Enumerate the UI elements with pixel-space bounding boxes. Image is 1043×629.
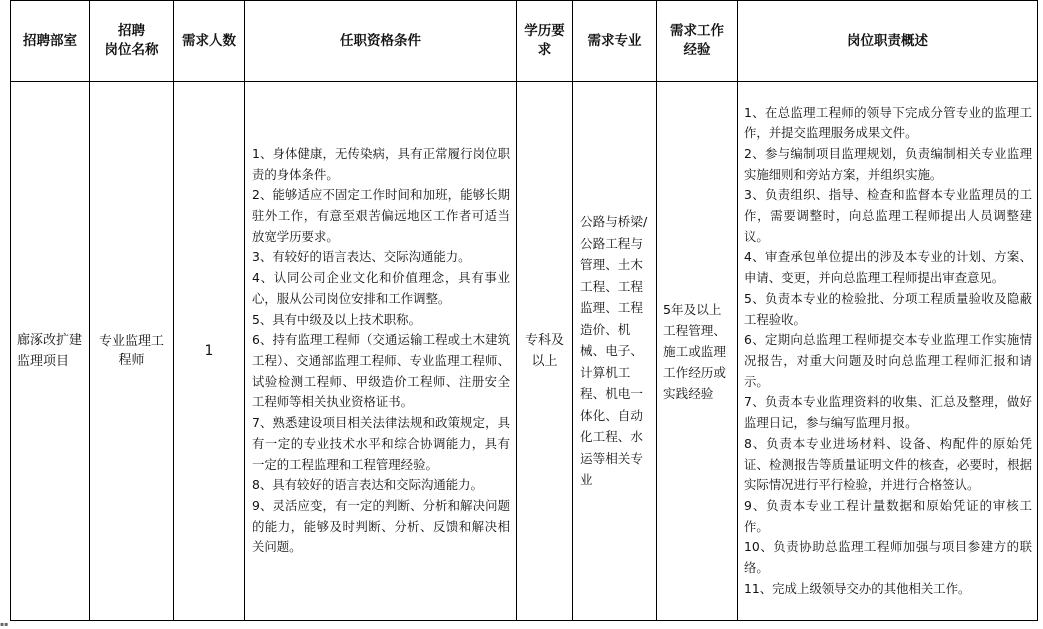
header-duties: 岗位职责概述 xyxy=(738,1,1038,82)
recruitment-table xyxy=(10,0,1038,621)
cell-education: 专科及以上 xyxy=(517,82,573,621)
header-line: 求 xyxy=(537,42,552,58)
header-conditions: 任职资格条件 xyxy=(245,1,517,82)
header-major: 需求专业 xyxy=(573,1,657,82)
condition-item: 6、持有监理工程师（交通运输工程或土木建筑工程）、交通部监理工程师、专业监理工程师、试验检测工程师、甲级造价工程师、注册安全工程师等相关执业资格证书。 xyxy=(252,332,510,410)
header-dept: 招聘部室 xyxy=(11,1,90,82)
header-position-text xyxy=(90,22,173,60)
duty-item: 4、审查承包单位提出的涉及本专业的计划、方案、申请、变更，并向总监理工程师提出审查意见。 xyxy=(744,249,1032,286)
cell-position: 专业监理工程师 xyxy=(90,82,174,621)
duty-item: 2、参与编制项目监理规划，负责编制相关专业监理实施细则和旁站方案，并组织实施。 xyxy=(744,145,1032,182)
table-row xyxy=(11,82,1038,621)
cell-conditions xyxy=(245,82,517,621)
duty-item: 1、在总监理工程师的领导下完成分管专业的监理工作，并提交监理服务成果文件。 xyxy=(744,104,1032,141)
header-line: 需求工作 xyxy=(670,23,724,39)
header-count: 需求人数 xyxy=(174,1,245,82)
header-experience xyxy=(657,1,738,82)
header-row xyxy=(11,1,1038,82)
duties-list xyxy=(744,103,1032,600)
condition-item: 8、具有较好的语言表达和交际沟通能力。 xyxy=(252,477,483,493)
condition-item: 4、认同公司企业文化和价值理念，具有事业心，服从公司岗位安排和工作调整。 xyxy=(252,270,510,306)
cell-experience: 5年及以上工程管理、施工或监理工作经历或实践经验 xyxy=(657,82,738,621)
header-line: 经验 xyxy=(683,42,711,58)
header-experience-text xyxy=(657,22,737,60)
header-education-text xyxy=(517,22,572,60)
duty-item: 3、负责组织、指导、检查和监督本专业监理员的工作，需要调整时，向总监理工程师提出人员调整建议。 xyxy=(744,187,1032,244)
condition-item: 1、身体健康，无传染病，具有正常履行岗位职责的身体条件。 xyxy=(252,145,510,182)
duty-item: 10、负责协助总监理工程师加强与项目参建方的联络。 xyxy=(744,539,1032,576)
duty-item: 11、完成上级领导交办的其他相关工作。 xyxy=(744,580,971,596)
header-line: 岗位名称 xyxy=(104,42,159,58)
page-mark: ▪▪ xyxy=(0,621,9,628)
condition-item: 3、有较好的语言表达、交际沟通能力。 xyxy=(252,249,471,265)
conditions-list xyxy=(252,144,510,558)
cell-count: 1 xyxy=(174,82,245,621)
cell-major: 公路与桥梁/公路工程与管理、土木工程、工程监理、工程造价、机械、电子、计算机工程、机电一体化、自动化工程、水运等相关专业 xyxy=(573,82,657,621)
duty-item: 5、负责本专业的检验批、分项工程质量验收及隐蔽工程验收。 xyxy=(744,290,1032,327)
duty-item: 7、负责本专业监理资料的收集、汇总及整理，做好监理日记，参与编写监理月报。 xyxy=(744,394,1032,431)
header-line: 学历要 xyxy=(524,23,565,39)
condition-item: 7、熟悉建设项目相关法律法规和政策规定，具有一定的专业技术水平和综合协调能力，具有一定的工程监理和工程管理经验。 xyxy=(252,415,510,472)
cell-duties xyxy=(738,82,1038,621)
condition-item: 9、灵活应变，有一定的判断、分析和解决问题的能力，能够及时判断、分析、反馈和解决相关问题。 xyxy=(252,497,510,555)
cell-dept: 廊涿改扩建监理项目 xyxy=(11,82,90,621)
duty-item: 9、负责本专业工程计量数据和原始凭证的审核工作。 xyxy=(744,497,1032,534)
header-line: 招聘 xyxy=(118,23,145,39)
duty-item: 8、负责本专业进场材料、设备、构配件的原始凭证、检测报告等质量证明文件的核查，必要时，根据实际情况进行平行检验，并进行合格签认。 xyxy=(744,435,1032,493)
condition-item: 2、能够适应不固定工作时间和加班，能够长期驻外工作，有意至艰苦偏远地区工作者可适当放宽学历要求。 xyxy=(252,187,510,244)
condition-item: 5、具有中级及以上技术职称。 xyxy=(252,311,421,327)
duty-item: 6、定期向总监理工程师提交本专业监理工作实施情况报告，对重大问题及时向总监理工程师汇报和请示。 xyxy=(744,332,1032,389)
header-position xyxy=(90,1,174,82)
header-education xyxy=(517,1,573,82)
